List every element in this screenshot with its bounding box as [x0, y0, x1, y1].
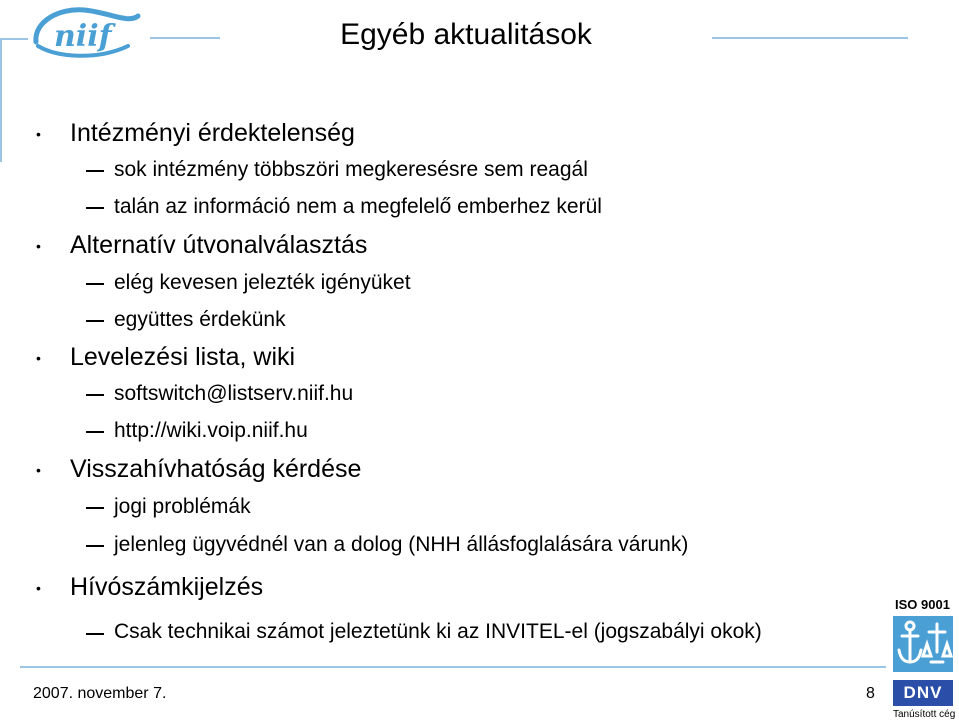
header-rule-vertical: [0, 38, 2, 162]
sub-item: jelenleg ügyvédnél van a dolog (NHH állásfoglalására várunk): [114, 533, 689, 556]
sub-item: sok intézmény többszöri megkeresésre sem reagál: [114, 158, 588, 181]
sub-item: elég kevesen jelezték igényüket: [114, 271, 411, 294]
dash-marker: [86, 431, 104, 433]
dash-marker: [86, 633, 104, 635]
dash-marker: [86, 283, 104, 285]
sub-item: Csak technikai számot jeleztetünk ki az INVITEL-el (jogszabályi okok): [114, 620, 762, 643]
footer-date: 2007. november 7.: [33, 685, 167, 702]
header-rule-right: [712, 37, 908, 39]
bullet-dot: •: [36, 238, 41, 254]
sub-item: jogi problémák: [114, 495, 251, 518]
dash-marker: [86, 394, 104, 396]
dash-marker: [86, 507, 104, 509]
dnv-logo: DNV: [893, 680, 953, 706]
header-rule-left: [0, 38, 28, 40]
bullet-item: Levelezési lista, wiki: [70, 343, 296, 371]
sub-item: együttes érdekünk: [114, 308, 286, 331]
header-rule-middle: [150, 37, 220, 39]
certified-label: Tanúsított cég: [893, 709, 956, 720]
dash-marker: [86, 545, 104, 547]
bullet-dot: •: [36, 580, 41, 596]
bullet-dot: •: [36, 462, 41, 478]
niif-logo: [28, 2, 148, 64]
bullet-dot: •: [36, 350, 41, 366]
bullet-item: Alternatív útvonalválasztás: [70, 231, 368, 259]
bullet-item: Hívószámkijelzés: [70, 573, 264, 601]
anchor-icon: [893, 616, 953, 672]
dash-marker: [86, 170, 104, 172]
mailing-list-link[interactable]: softswitch@listserv.niif.hu: [114, 382, 354, 405]
footer-rule: [20, 666, 886, 668]
wiki-link[interactable]: http://wiki.voip.niif.hu: [114, 419, 308, 442]
logo-text: niif: [54, 19, 112, 54]
iso-label: ISO 9001: [895, 597, 950, 612]
dash-marker: [86, 207, 104, 209]
bullet-item: Visszahívhatóság kérdése: [70, 455, 362, 483]
sub-item: talán az információ nem a megfelelő emberhez kerül: [114, 195, 602, 218]
dash-marker: [86, 320, 104, 322]
page-number: 8: [866, 685, 875, 702]
bullet-dot: •: [36, 126, 41, 142]
slide-title: Egyéb aktualitások: [340, 18, 592, 51]
bullet-item: Intézményi érdektelenség: [70, 119, 355, 147]
